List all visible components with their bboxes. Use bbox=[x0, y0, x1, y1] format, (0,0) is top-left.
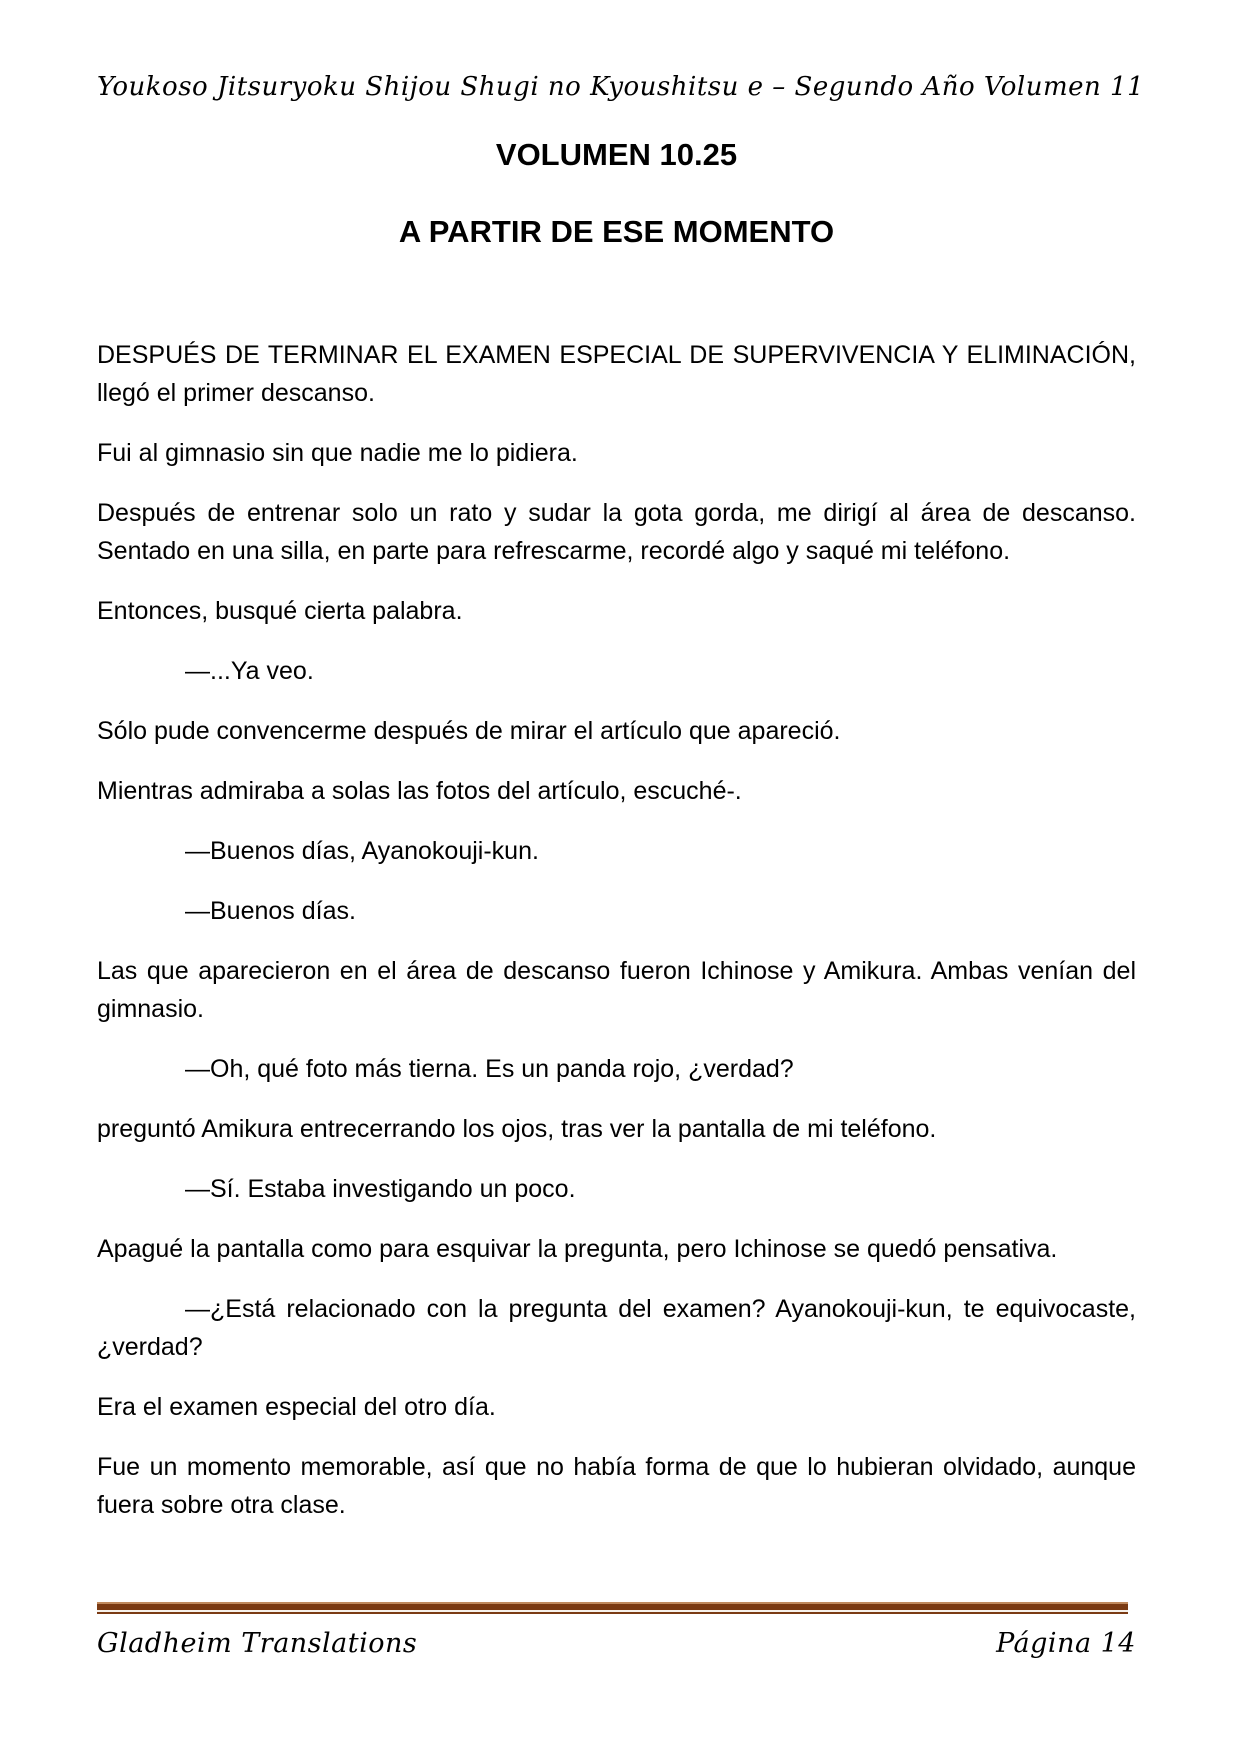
footer-page-number: Página 14 bbox=[996, 1628, 1136, 1659]
narration-paragraph: Después de entrenar solo un rato y sudar la gota gorda, me dirigí al área de descanso. Sentado en una silla, en parte para refrescarme, recordé algo y saqué mi teléfono. bbox=[97, 499, 1136, 565]
chapter-title: A PARTIR DE ESE MOMENTO bbox=[398, 214, 835, 250]
dialogue-paragraph: —Oh, qué foto más tierna. Es un panda rojo, ¿verdad? bbox=[185, 1055, 794, 1083]
narration-paragraph: Fui al gimnasio sin que nadie me lo pidiera. bbox=[97, 439, 578, 467]
chapter-heading-block bbox=[97, 136, 1136, 250]
narration-paragraph: preguntó Amikura entrecerrando los ojos, tras ver la pantalla de mi teléfono. bbox=[97, 1115, 937, 1143]
narration-paragraph: Era el examen especial del otro día. bbox=[97, 1393, 496, 1421]
footer-translator: Gladheim Translations bbox=[97, 1628, 418, 1659]
narration-paragraph: Mientras admiraba a solas las fotos del artículo, escuché-. bbox=[97, 777, 742, 805]
body-paragraphs bbox=[97, 336, 1136, 1546]
page-footer bbox=[97, 1628, 1136, 1659]
dialogue-paragraph: —¿Está relacionado con la pregunta del examen? Ayanokouji-kun, te equivocaste, ¿verdad? bbox=[97, 1295, 1136, 1361]
dialogue-paragraph: —Buenos días. bbox=[185, 897, 356, 925]
narration-paragraph: Apagué la pantalla como para esquivar la pregunta, pero Ichinose se quedó pensativa. bbox=[97, 1235, 1058, 1263]
narration-paragraph: Las que aparecieron en el área de descanso fueron Ichinose y Amikura. Ambas venían del gimnasio. bbox=[97, 957, 1136, 1023]
page-header-title: Youkoso Jitsuryoku Shijou Shugi no Kyoushitsu e – Segundo Año Volumen 11 bbox=[97, 72, 1145, 102]
footer-divider-rule bbox=[97, 1602, 1128, 1614]
volume-title: VOLUMEN 10.25 bbox=[495, 137, 738, 172]
narration-paragraph: Sólo pude convencerme después de mirar el artículo que apareció. bbox=[97, 717, 841, 745]
narration-paragraph: Entonces, busqué cierta palabra. bbox=[97, 597, 463, 625]
dialogue-paragraph: —Buenos días, Ayanokouji-kun. bbox=[185, 837, 539, 865]
dialogue-paragraph: —...Ya veo. bbox=[185, 657, 314, 685]
narration-paragraph: DESPUÉS DE TERMINAR EL EXAMEN ESPECIAL DE SUPERVIVENCIA Y ELIMINACIÓN, llegó el primer descanso. bbox=[97, 341, 1136, 407]
narration-paragraph: Fue un momento memorable, así que no había forma de que lo hubieran olvidado, aunque fuera sobre otra clase. bbox=[97, 1453, 1136, 1519]
dialogue-paragraph: —Sí. Estaba investigando un poco. bbox=[185, 1175, 576, 1203]
